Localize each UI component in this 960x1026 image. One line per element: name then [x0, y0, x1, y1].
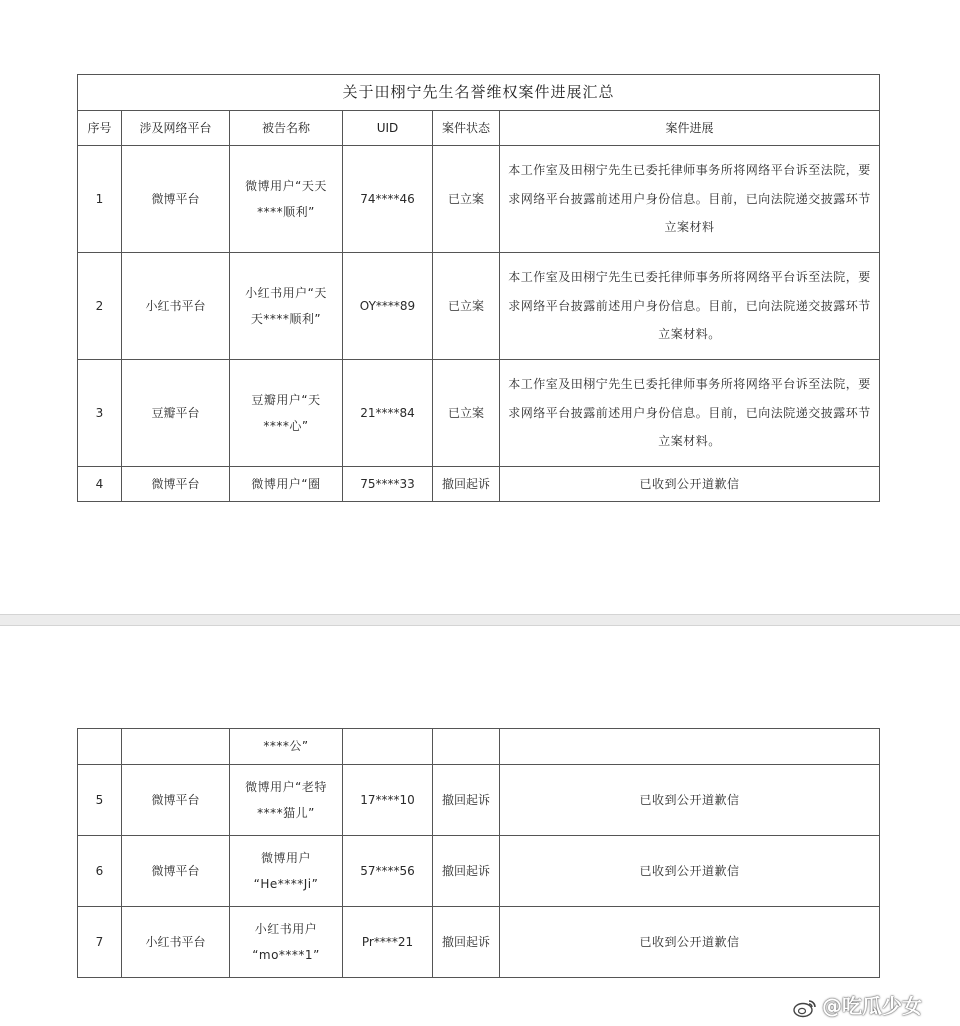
header-uid: UID — [343, 111, 433, 146]
defendant-line-1: 豆瓣用户“天 — [251, 392, 321, 407]
case-summary-table — [77, 74, 880, 502]
header-no: 序号 — [78, 111, 122, 146]
header-progress: 案件进展 — [500, 111, 880, 146]
row-no: 6 — [78, 836, 122, 907]
row-progress — [500, 729, 880, 765]
row-status: 撤回起诉 — [433, 907, 500, 978]
defendant-line-2: “He****Ji” — [253, 877, 319, 891]
row-uid: 75****33 — [343, 467, 433, 502]
row-uid — [343, 729, 433, 765]
row-platform: 小红书平台 — [122, 253, 230, 360]
row-status: 已立案 — [433, 146, 500, 253]
row-defendant — [230, 836, 343, 907]
row-no: 3 — [78, 360, 122, 467]
row-progress: 本工作室及田栩宁先生已委托律师事务所将网络平台诉至法院，要求网络平台披露前述用户身份信息。目前，已向法院递交披露环节立案材料 — [500, 146, 880, 253]
weibo-logo-icon — [792, 998, 818, 1018]
table-header-row — [78, 111, 880, 146]
row-status: 撤回起诉 — [433, 467, 500, 502]
row-status — [433, 729, 500, 765]
row-uid: OY****89 — [343, 253, 433, 360]
defendant-line-2: ****猫儿” — [257, 806, 315, 820]
header-defendant: 被告名称 — [230, 111, 343, 146]
row-defendant — [230, 360, 343, 467]
row-defendant — [230, 253, 343, 360]
row-no: 7 — [78, 907, 122, 978]
row-no: 1 — [78, 146, 122, 253]
row-no — [78, 729, 122, 765]
row-defendant — [230, 907, 343, 978]
case-summary-table-continued — [77, 728, 880, 978]
defendant-line-2: 天****顺利” — [250, 312, 322, 326]
table-row — [78, 836, 880, 907]
row-uid: 17****10 — [343, 765, 433, 836]
row-defendant — [230, 765, 343, 836]
header-status: 案件状态 — [433, 111, 500, 146]
table-title: 关于田栩宁先生名誉维权案件进展汇总 — [78, 75, 880, 111]
row-defendant: 微博用户“圈 — [230, 467, 343, 502]
defendant-line-1: 小红书用户“天 — [245, 285, 327, 300]
row-status: 已立案 — [433, 360, 500, 467]
row-platform: 小红书平台 — [122, 907, 230, 978]
table-row — [78, 360, 880, 467]
row-progress: 已收到公开道歉信 — [500, 907, 880, 978]
document-page-2 — [0, 626, 960, 1026]
row-platform: 微博平台 — [122, 765, 230, 836]
defendant-line-2: ****顺利” — [257, 205, 315, 219]
row-no: 5 — [78, 765, 122, 836]
row-platform: 微博平台 — [122, 836, 230, 907]
row-uid: 57****56 — [343, 836, 433, 907]
row-no: 2 — [78, 253, 122, 360]
defendant-line-1: 小红书用户 — [254, 921, 318, 936]
page-break-divider — [0, 614, 960, 626]
row-uid: 74****46 — [343, 146, 433, 253]
row-platform — [122, 729, 230, 765]
row-no: 4 — [78, 467, 122, 502]
defendant-line-1: 微博用户“老特 — [245, 779, 327, 794]
defendant-line-1: 微博用户 — [260, 850, 311, 865]
row-progress: 已收到公开道歉信 — [500, 467, 880, 502]
defendant-line-1: 微博用户“天天 — [245, 178, 327, 193]
row-status: 已立案 — [433, 253, 500, 360]
defendant-line-2: ****心” — [263, 419, 309, 433]
table-row — [78, 907, 880, 978]
table-row — [78, 253, 880, 360]
row-uid: 21****84 — [343, 360, 433, 467]
row-defendant: ****公” — [230, 729, 343, 765]
watermark-text: @吃瓜少女 — [822, 994, 922, 1018]
row-progress: 本工作室及田栩宁先生已委托律师事务所将网络平台诉至法院，要求网络平台披露前述用户身份信息。目前，已向法院递交披露环节立案材料。 — [500, 253, 880, 360]
defendant-line-2: “mo****1” — [252, 948, 320, 962]
row-platform: 微博平台 — [122, 146, 230, 253]
row-platform: 微博平台 — [122, 467, 230, 502]
table-row — [78, 765, 880, 836]
table-row — [78, 467, 880, 502]
row-status: 撤回起诉 — [433, 836, 500, 907]
watermark — [792, 990, 922, 1018]
row-platform: 豆瓣平台 — [122, 360, 230, 467]
row-status: 撤回起诉 — [433, 765, 500, 836]
table-row — [78, 146, 880, 253]
row-defendant — [230, 146, 343, 253]
row-progress: 已收到公开道歉信 — [500, 765, 880, 836]
table-row-continuation — [78, 729, 880, 765]
table-title-row — [78, 75, 880, 111]
row-progress: 本工作室及田栩宁先生已委托律师事务所将网络平台诉至法院，要求网络平台披露前述用户身份信息。目前，已向法院递交披露环节立案材料。 — [500, 360, 880, 467]
header-platform: 涉及网络平台 — [122, 111, 230, 146]
row-progress: 已收到公开道歉信 — [500, 836, 880, 907]
row-uid: Pr****21 — [343, 907, 433, 978]
